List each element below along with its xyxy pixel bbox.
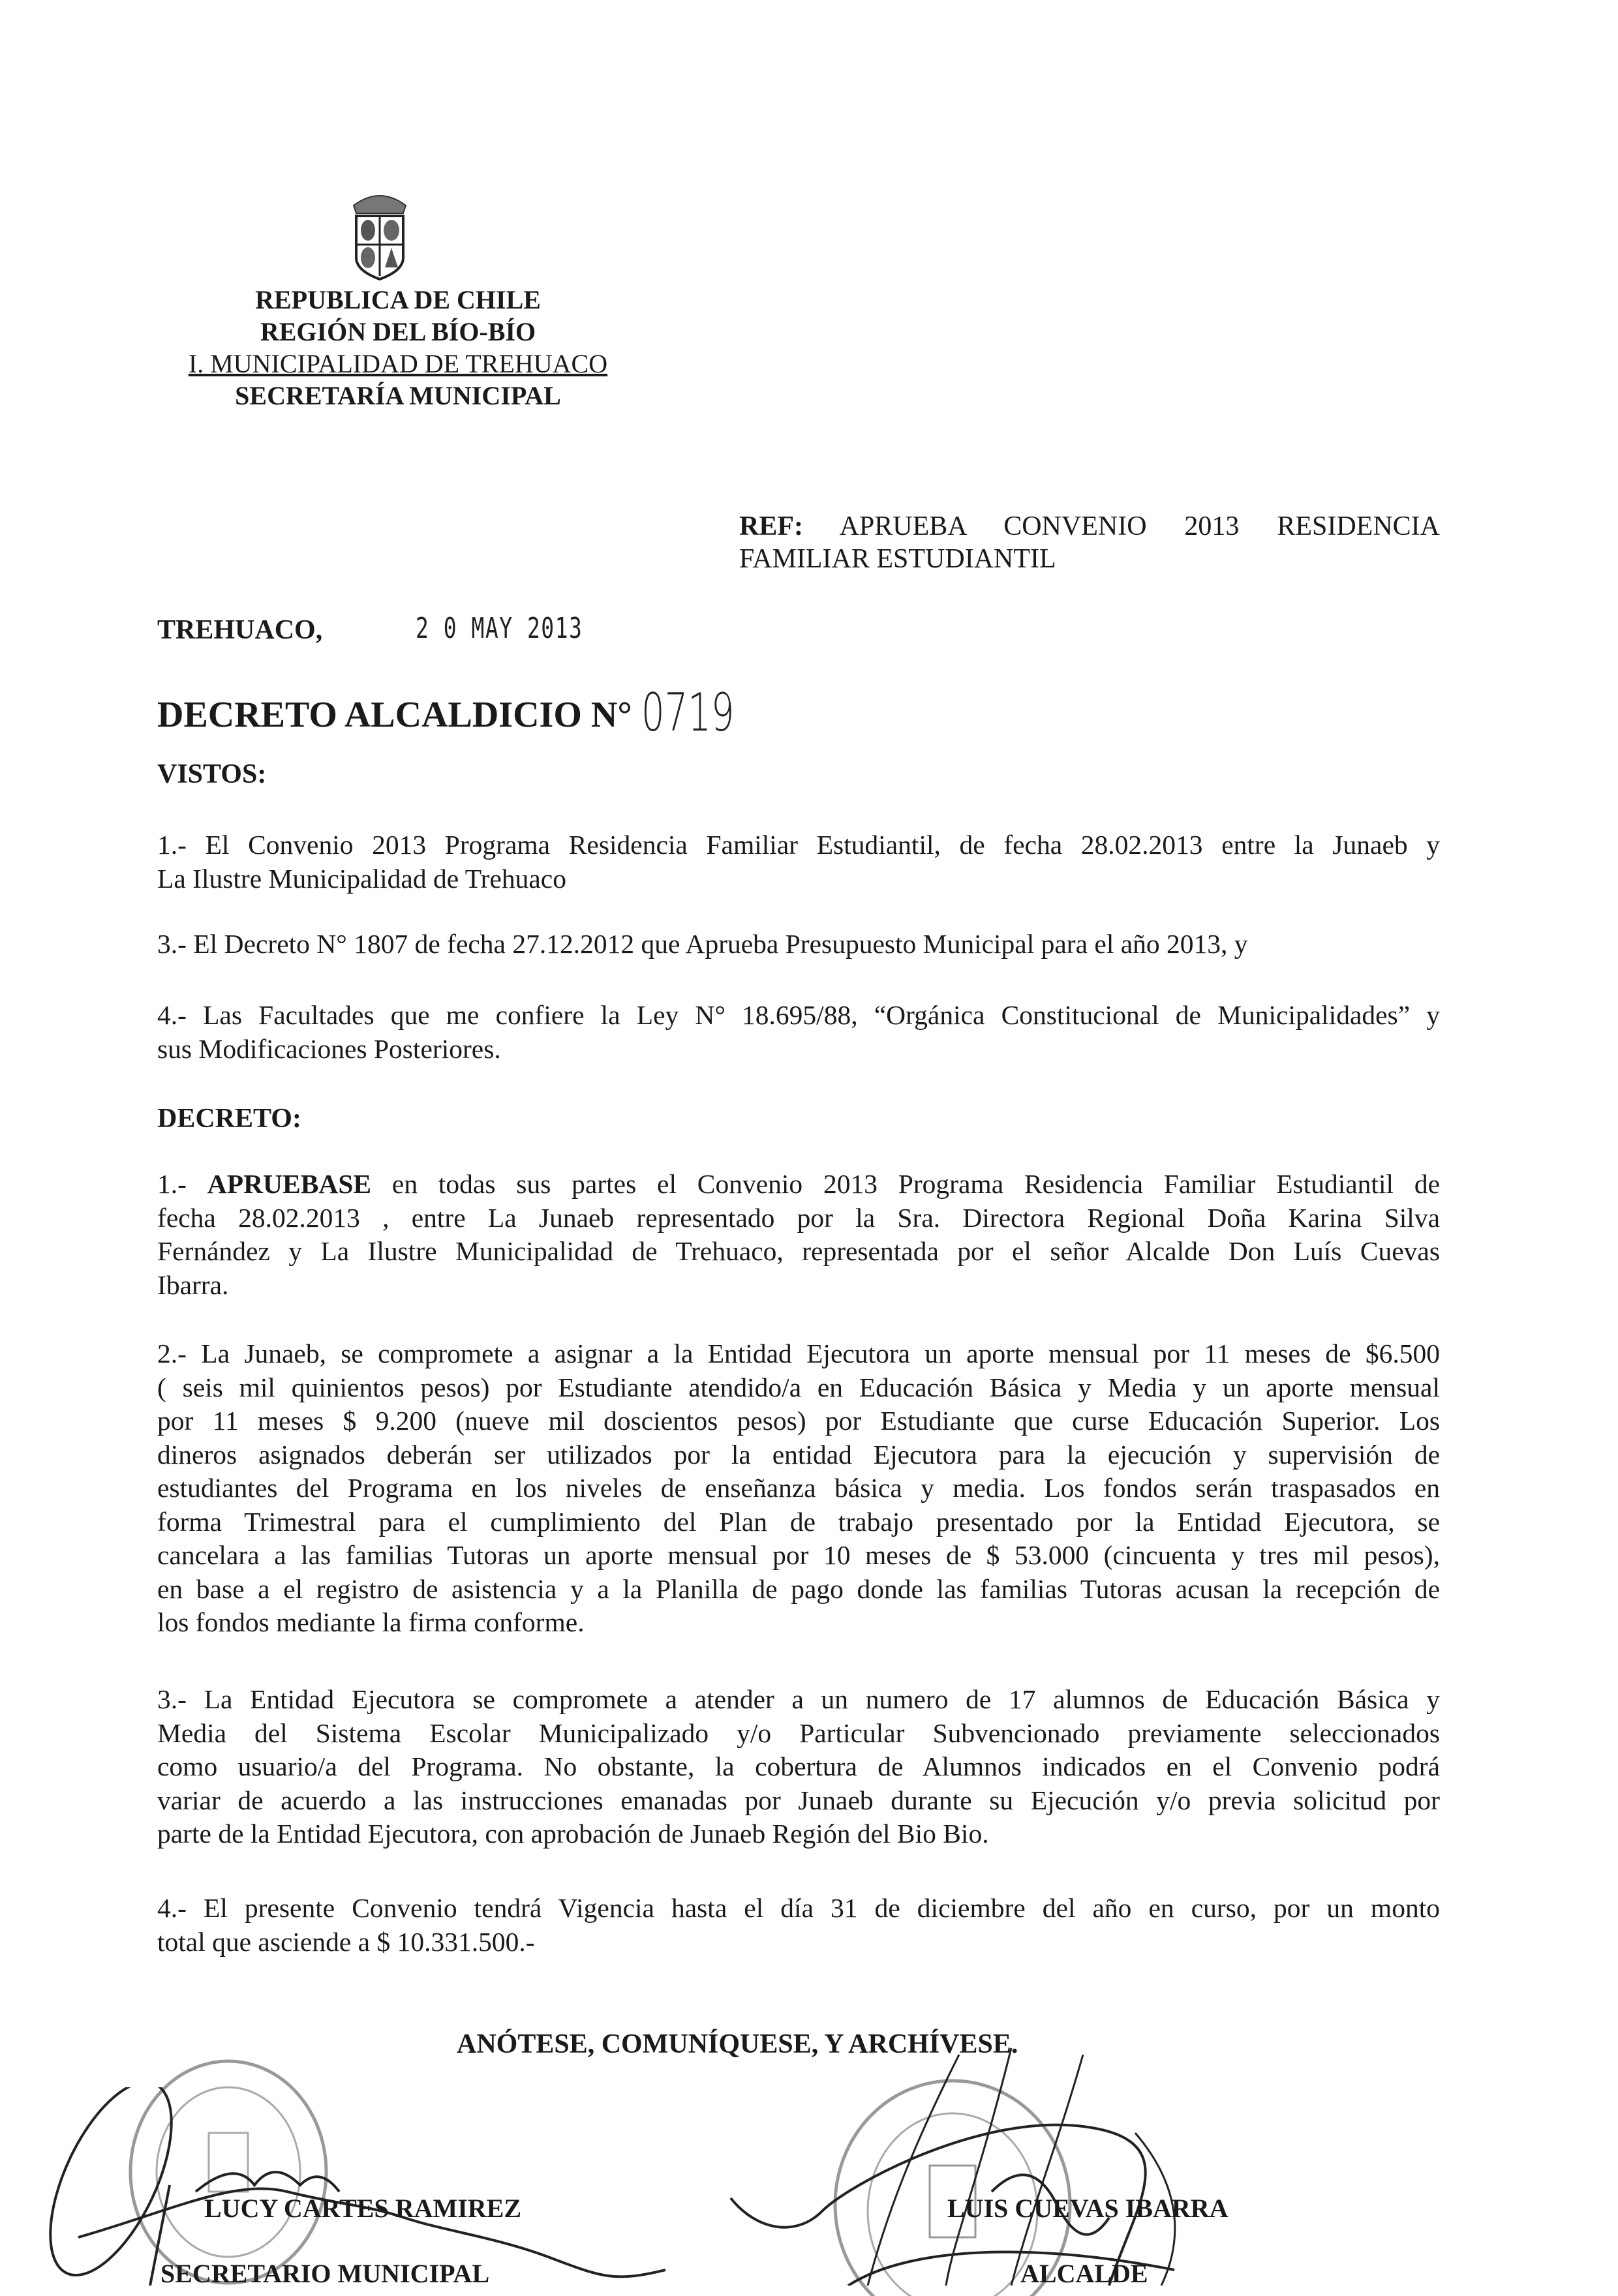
visto-4 [157,999,1440,1066]
closing-formula: ANÓTESE, COMUNÍQUESE, Y ARCHÍVESE. [457,2029,1018,2059]
decreto-2 [157,1337,1440,1640]
letterhead-country: REPUBLICA DE CHILE [255,285,541,314]
text-line: Fernández y La Ilustre Municipalidad de Trehuaco, representada por el señor Alcalde Don Luís Cuevas [157,1236,1440,1266]
text-line: los fondos mediante la firma conforme. [157,1607,585,1637]
item-keyword: APRUEBASE [207,1169,372,1199]
text-line: La Ilustre Municipalidad de Trehuaco [157,863,566,894]
decree-number-handwritten: 0719 [641,682,735,743]
decree-title-text: DECRETO ALCALDICIO N° [157,695,632,735]
text-line: en base a el registro de asistencia y a la Planilla de pago donde las familias Tutoras acusan la recepción de [157,1573,1440,1604]
decree-title [157,682,774,743]
text-line: sus Modificaciones Posteriores. [157,1033,501,1064]
item-number: 1.- [157,1169,207,1199]
mayor-signature-icon [718,2048,1305,2286]
ref-line-1: APRUEBA CONVENIO 2013 RESIDENCIA [839,511,1440,541]
secretary-signature-icon [39,2087,692,2286]
visto-3 [157,928,1440,961]
text-line: como usuario/a del Programa. No obstante, la cobertura de Alumnos indicados en el Convenio podrá [157,1751,1440,1781]
decreto-heading: DECRETO: [157,1104,301,1134]
letterhead-municipality: I. MUNICIPALIDAD DE TREHUACO [188,349,608,378]
mayor-title: ALCALDE [1020,2259,1148,2288]
text-line: Media del Sistema Escolar Municipalizado y/o Particular Subvencionado previamente seleccionados [157,1717,1440,1748]
text-line: 1.- El Convenio 2013 Programa Residencia Familiar Estudiantil, de fecha 28.02.2013 entre la Junaeb y [157,830,1440,860]
text-line: en todas sus partes el Convenio 2013 Programa Residencia Familiar Estudiantil de [371,1169,1440,1199]
text-line: 3.- El Decreto N° 1807 de fecha 27.12.2012 que Aprueba Presupuesto Municipal para el año 2013, y [157,929,1248,959]
text-line: variar de acuerdo a las instrucciones emanadas por Junaeb durante su Ejecución y/o previa solicitud por [157,1785,1440,1815]
text-line: forma Trimestral para el cumplimiento del Plan de trabajo presentado por la Entidad Ejecutora, se [157,1506,1440,1537]
ref-line-2: FAMILIAR ESTUDIANTIL [739,544,1056,574]
text-line: fecha 28.02.2013 , entre La Junaeb representado por la Sra. Directora Regional Doña Karina Silva [157,1202,1440,1233]
vistos-heading: VISTOS: [157,759,267,789]
decreto-3 [157,1683,1440,1851]
municipal-crest-icon [346,186,414,280]
text-line: dineros asignados deberán ser utilizados por la entidad Ejecutora para la ejecución y supervisión de [157,1439,1440,1470]
text-line: 3.- La Entidad Ejecutora se compromete a atender a un numero de 17 alumnos de Educación Básica y [157,1684,1440,1714]
place: TREHUACO, [157,615,323,645]
text-line: Ibarra. [157,1269,229,1300]
text-line: total que asciende a $ 10.331.500.- [157,1926,535,1957]
mayor-name: LUIS CUEVAS IBARRA [947,2194,1229,2223]
reference-block [739,510,1440,575]
letterhead [157,284,639,412]
date-stamp: 2 0 MAY 2013 [416,612,583,645]
text-line: 2.- La Junaeb, se compromete a asignar a la Entidad Ejecutora un aporte mensual por 11 meses de $6.500 [157,1338,1440,1368]
text-line: estudiantes del Programa en los niveles de enseñanza básica y media. Los fondos serán traspasados en [157,1473,1440,1503]
text-line: por 11 meses $ 9.200 (nueve mil doscientos pesos) por Estudiante que curse Educación Superior. Los [157,1406,1440,1436]
text-line: 4.- El presente Convenio tendrá Vigencia hasta el día 31 de diciembre del año en curso, por un monto [157,1893,1440,1923]
secretary-title: SECRETARIO MUNICIPAL [160,2259,490,2288]
letterhead-department: SECRETARÍA MUNICIPAL [235,381,561,410]
decreto-4 [157,1892,1440,1959]
letterhead-region: REGIÓN DEL BÍO-BÍO [260,317,536,346]
text-line: parte de la Entidad Ejecutora, con aprobación de Junaeb Región del Bio Bio. [157,1819,989,1849]
text-line: ( seis mil quinientos pesos) por Estudiante atendido/a en Educación Básica y Media y un aporte mensual [157,1372,1440,1402]
text-line: 4.- Las Facultades que me confiere la Ley N° 18.695/88, “Orgánica Constitucional de Municipalidades” y [157,1000,1440,1030]
decreto-1 [157,1168,1440,1302]
text-line: cancelara a las familias Tutoras un aporte mensual por 10 meses de $ 53.000 (cincuenta y tres mil pesos), [157,1540,1440,1570]
secretary-name: LUCY CARTES RAMIREZ [204,2194,522,2223]
visto-1 [157,828,1440,896]
ref-label: REF: [739,511,803,541]
